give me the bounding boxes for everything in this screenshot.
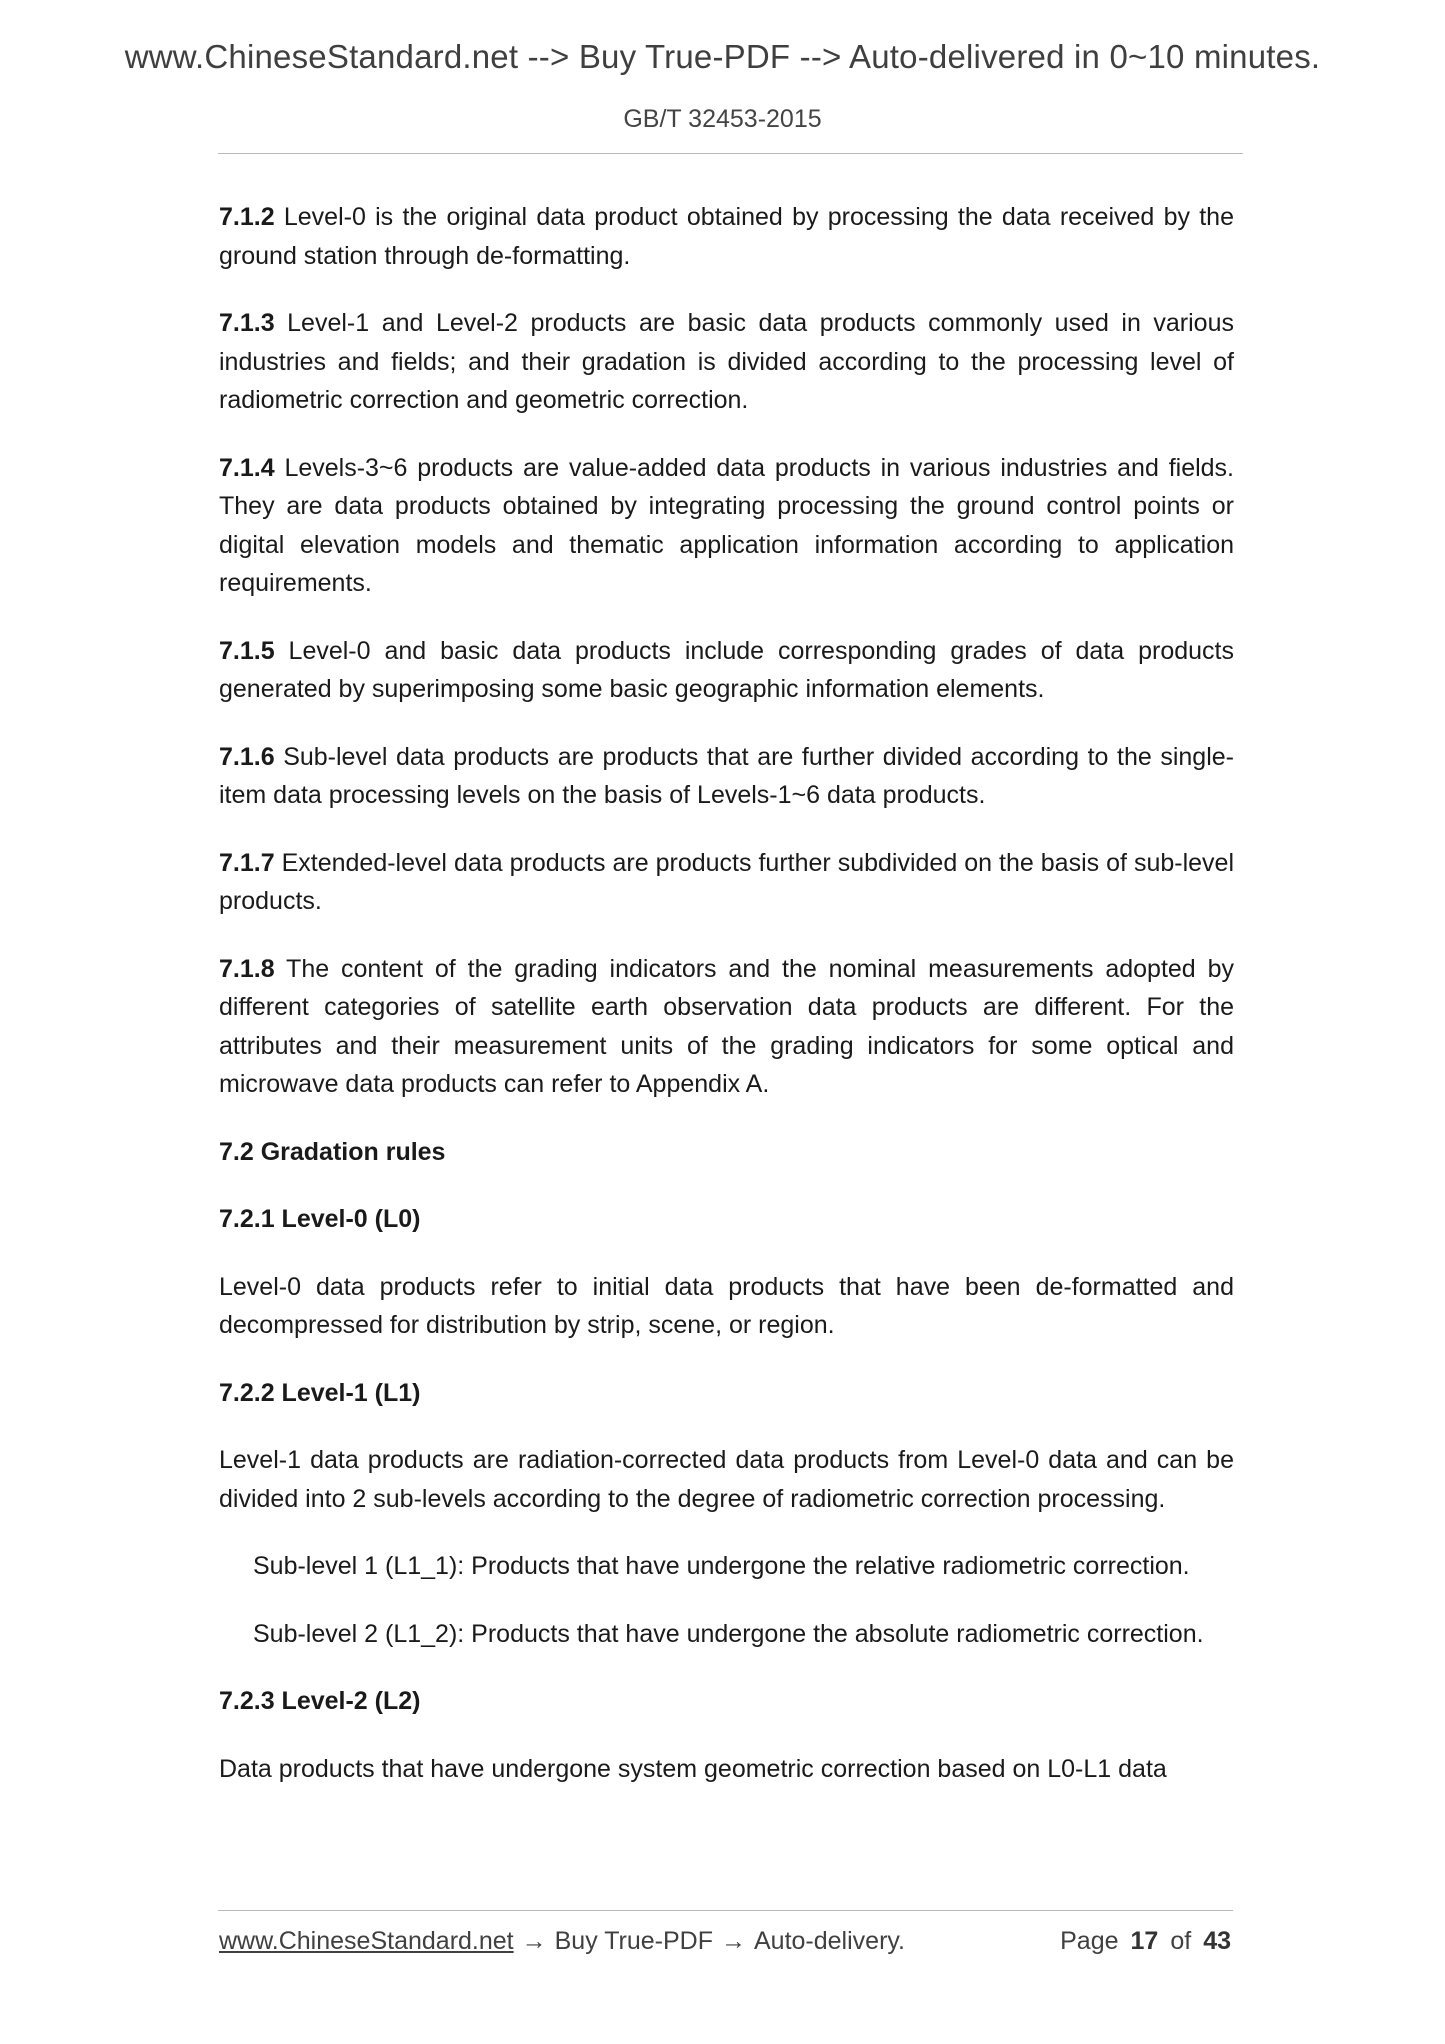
- delivery-text: Auto-delivery.: [754, 1927, 905, 1955]
- paragraph-level-1: Level-1 data products are radiation-corrected data products from Level-0 data and can be divided into 2 sub-levels according to the degree of radiometric correction processing.: [219, 1446, 1234, 1513]
- page-indicator: [1060, 1927, 1231, 1956]
- clause-7-1-6: [219, 738, 1234, 815]
- of-label: of: [1170, 1927, 1192, 1955]
- footer-divider: [218, 1910, 1233, 1911]
- site-link[interactable]: www.ChineseStandard.net: [219, 1927, 514, 1955]
- clause-text: Extended-level data products are products further subdivided on the basis of sub-level products.: [219, 848, 1234, 915]
- clause-7-1-4: [219, 449, 1234, 603]
- section-heading-7-2: 7.2 Gradation rules: [219, 1137, 446, 1166]
- section-heading-7-2-1: 7.2.1 Level-0 (L0): [219, 1205, 421, 1233]
- clause-7-1-2: [219, 198, 1234, 275]
- clause-number: 7.1.7: [219, 848, 275, 877]
- buy-text: Buy True-PDF: [554, 1927, 713, 1955]
- standard-code: GB/T 32453-2015: [623, 105, 822, 133]
- sub-level-1-item: Sub-level 1 (L1_1): Products that have undergone the relative radiometric correction.: [253, 1552, 1190, 1580]
- site-banner: www.ChineseStandard.net --> Buy True-PDF --> Auto-delivered in 0~10 minutes.: [124, 38, 1321, 75]
- clause-number: 7.1.3: [219, 309, 275, 337]
- clause-text: Level-0 and basic data products include corresponding grades of data products generated by superimposing some basic geographic information elements.: [219, 636, 1234, 703]
- clause-number: 7.1.2: [219, 203, 275, 231]
- clause-7-1-8: [219, 950, 1234, 1104]
- section-heading-7-2-2: 7.2.2 Level-1 (L1): [219, 1378, 421, 1407]
- clause-text: Level-0 is the original data product obtained by processing the data received by the ground station through de-formatting.: [219, 203, 1234, 270]
- clause-text: The content of the grading indicators and the nominal measurements adopted by different categories of satellite earth observation data products are different. For the attributes and their measurement units of the grading indicators for some optical and microwave data products can refer to Appendix A.: [219, 954, 1234, 1098]
- clause-number: 7.1.5: [219, 636, 275, 665]
- section-heading-7-2-3: 7.2.3 Level-2 (L2): [219, 1687, 421, 1715]
- clause-7-1-7: [219, 844, 1234, 921]
- paragraph-level-0: Level-0 data products refer to initial data products that have been de-formatted and decompressed for distribution by strip, scene, or region.: [219, 1272, 1234, 1339]
- page-current: 17: [1130, 1927, 1159, 1955]
- header-divider: [218, 153, 1243, 154]
- paragraph-level-2: Data products that have undergone system geometric correction based on L0-L1 data: [219, 1754, 1167, 1783]
- clause-7-1-5: [219, 632, 1234, 709]
- page-label: Page: [1060, 1927, 1119, 1955]
- arrow-right-icon: →: [521, 1927, 547, 1955]
- footer-promo: [219, 1927, 905, 1956]
- sub-level-2-item: Sub-level 2 (L1_2): Products that have undergone the absolute radiometric correction.: [253, 1619, 1204, 1648]
- clause-text: Levels-3~6 products are value-added data products in various industries and fields. They are data products obtained by integrating processing the ground control points or digital elevation models and thematic application information according to application requirements.: [219, 453, 1234, 597]
- clause-7-1-3: [219, 304, 1234, 420]
- clause-number: 7.1.6: [219, 742, 275, 771]
- arrow-right-icon: →: [721, 1927, 746, 1955]
- clause-number: 7.1.4: [219, 453, 275, 482]
- page-total: 43: [1203, 1927, 1231, 1955]
- clause-text: Level-1 and Level-2 products are basic data products commonly used in various industries and fields; and their gradation is divided according to the processing level of radiometric correction and geometric correction.: [219, 309, 1234, 414]
- document-body: [219, 198, 1234, 1817]
- clause-text: Sub-level data products are products that are further divided according to the single-item data processing levels on the basis of Levels-1~6 data products.: [219, 742, 1234, 809]
- clause-number: 7.1.8: [219, 954, 275, 983]
